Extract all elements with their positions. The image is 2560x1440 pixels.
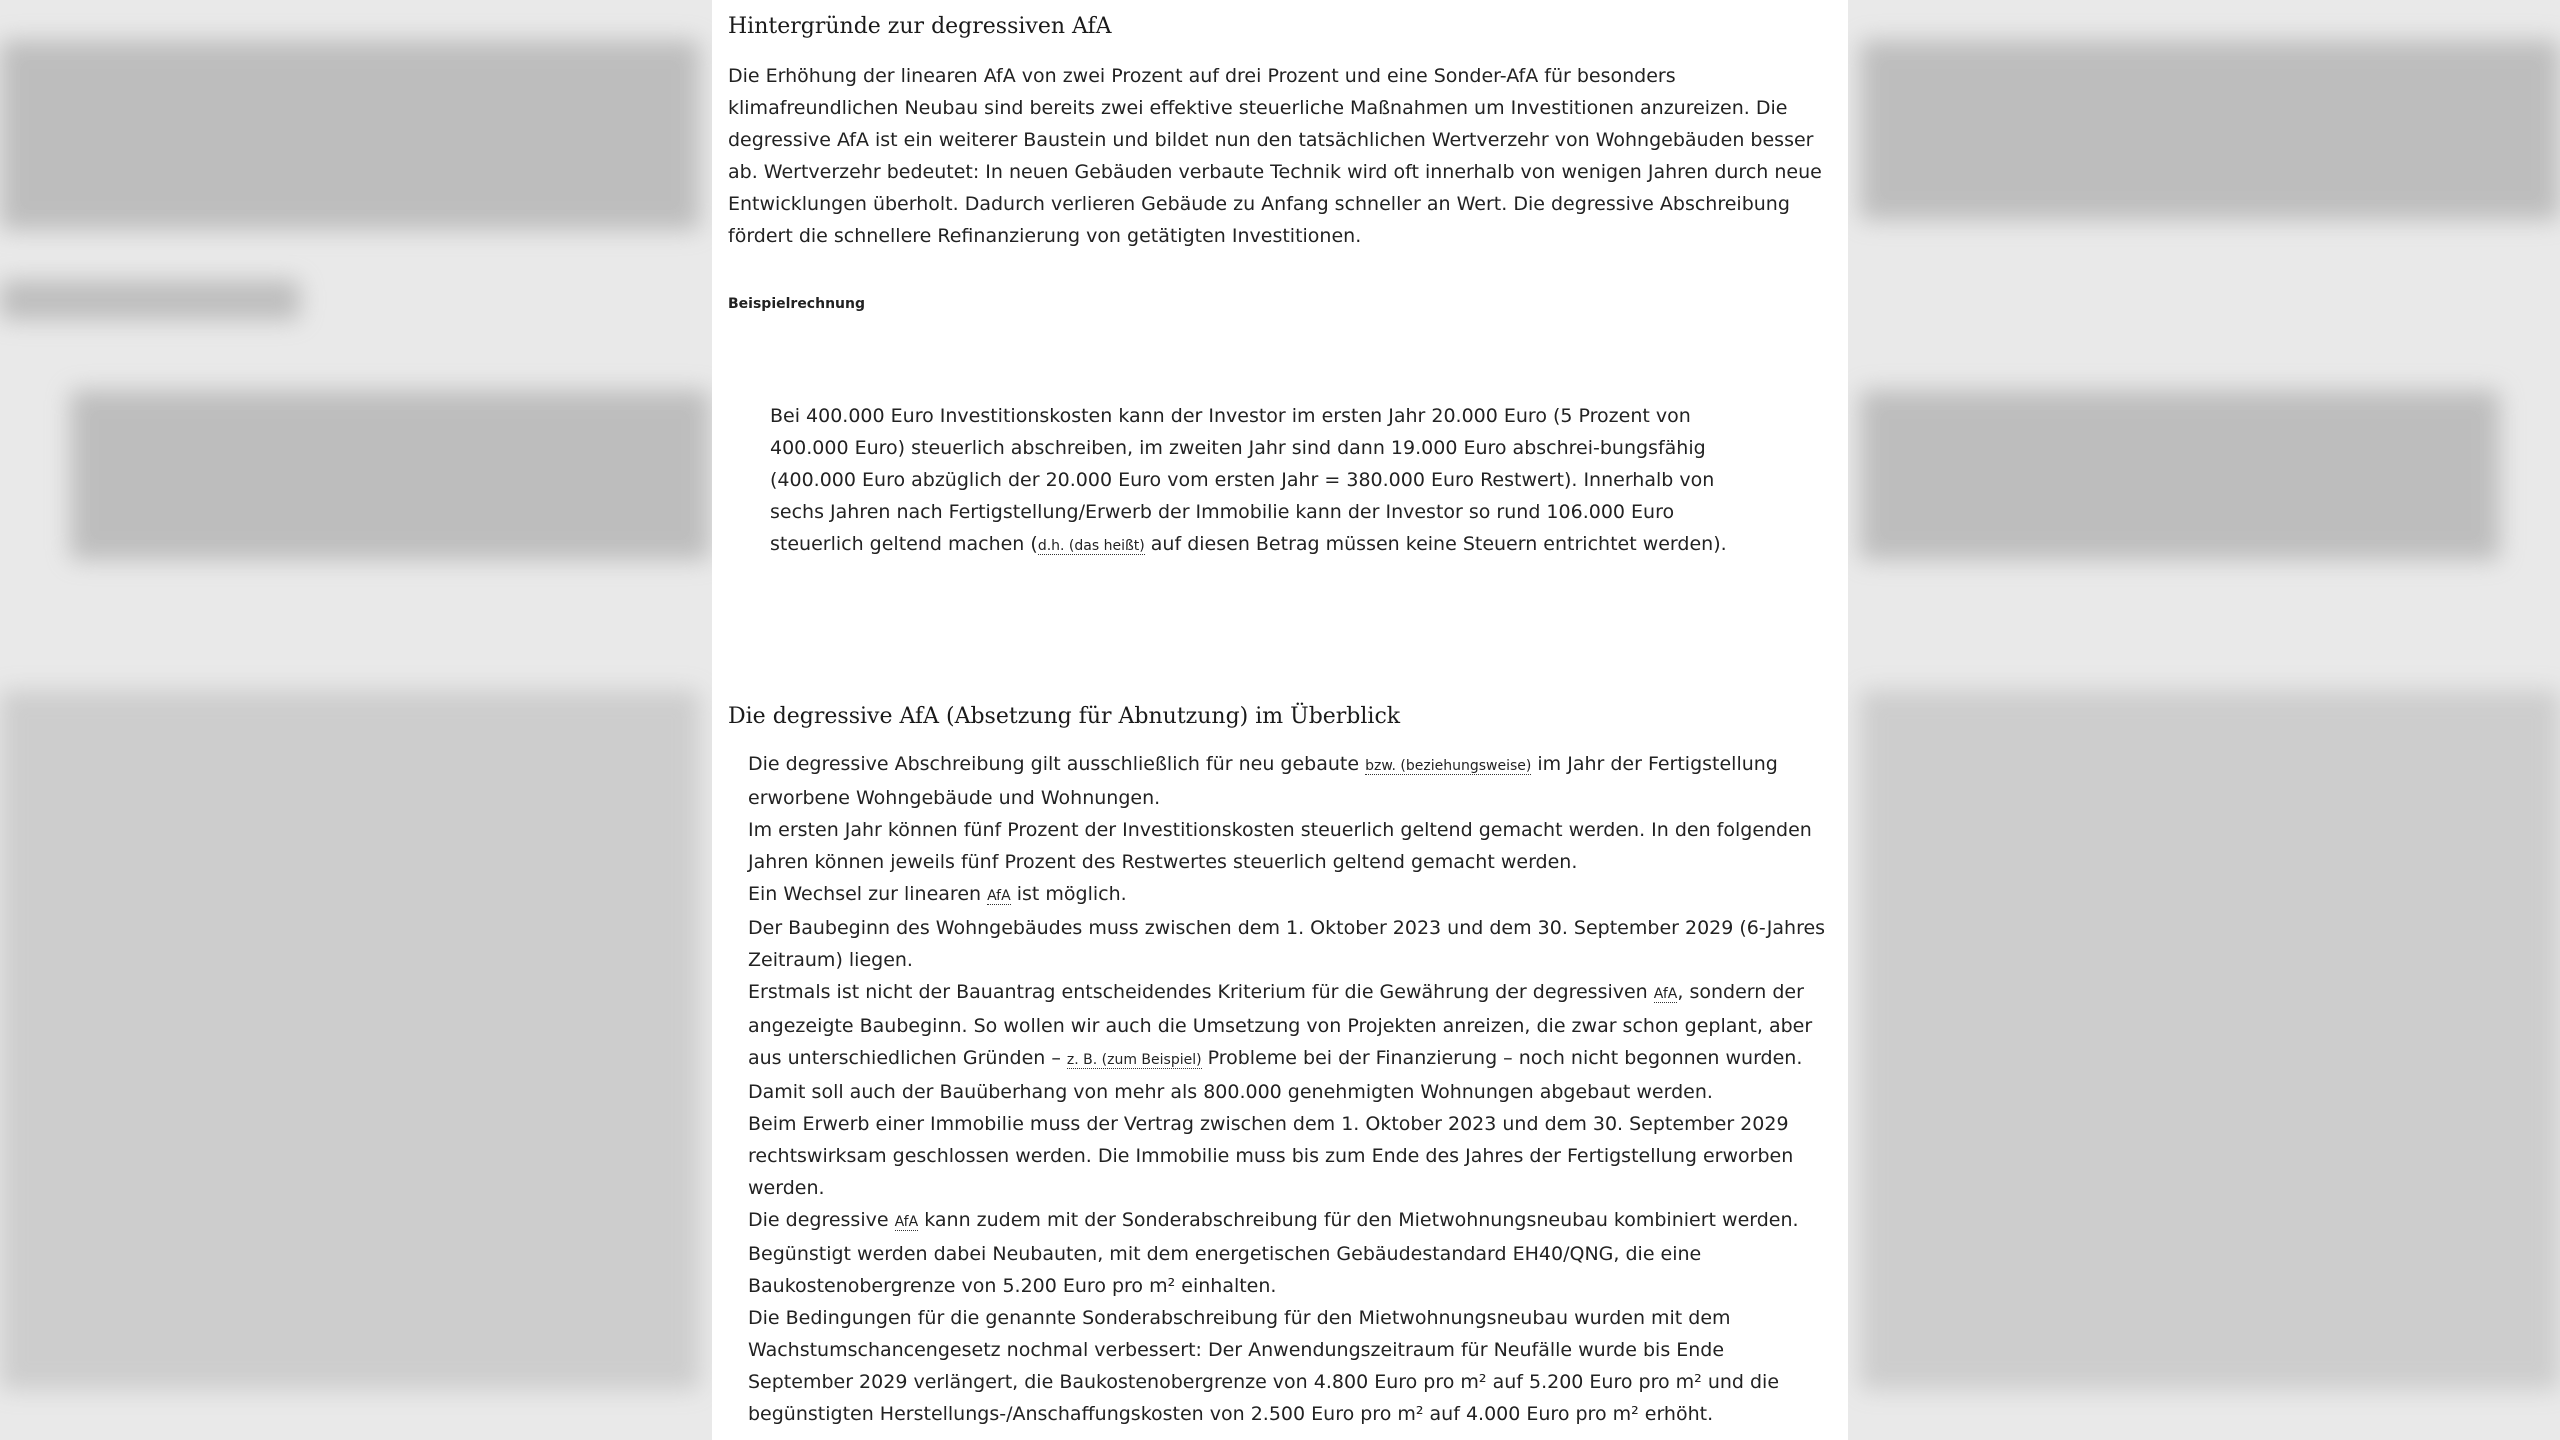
list-item-text: im Jahr der Fertigstellung erworbene Wohngebäude und Wohnungen. (748, 753, 1778, 809)
abbr-zb[interactable]: z. B. (zum Beispiel) (1066, 1052, 1202, 1068)
list-item-text: ist möglich. (1010, 883, 1127, 905)
list-item-text: Ein Wechsel zur linearen (748, 883, 988, 905)
list-item-text: Die Bedingungen für die genannte Sonderabschreibung für den Mietwohnungsneubau wurden mit dem Wachstumschancengesetz nochmal verbessert: Der Anwendungszeitraum für Neufälle wurde bis Ende September 2029 verlängert, die Baukostenobergrenze von 4.800 Euro pro m² auf 5.200 Euro pro m² und die begünstigten Herstellungs-/Anschaffungskosten von 2.500 Euro pro m² auf 4.000 Euro pro m² erhöht. (748, 1307, 1780, 1425)
list-item (748, 1108, 1832, 1204)
list-item (748, 1204, 1832, 1302)
example-text: Bei 400.000 Euro Investitionskosten kann der Investor im ersten Jahr 20.000 Euro (5 Prozent von 400.000 Euro) steuerlich abschreiben, im zweiten Jahr sind dann 19.000 Euro abschrei-bungsfähig (400.000 Euro abzüglich der 20.000 Euro vom ersten Jahr = 380.000 Euro Restwert). Innerhalb von sechs Jahren nach Fertigstellung/Erwerb der Immobilie kann der Investor so rund 106.000 Euro steuerlich geltend machen ( (770, 405, 1715, 555)
example-heading: Beispielrechnung (728, 296, 865, 312)
list-item-text: Probleme bei der Finanzierung – noch nicht begonnen wurden. Damit soll auch der Bauüberhang von mehr als 800.000 genehmigten Wohnungen abgebaut werden. (748, 1047, 1803, 1103)
list-item (748, 1302, 1832, 1430)
abbr-bzw[interactable]: bzw. (beziehungsweise) (1365, 758, 1532, 774)
list-item-text: Die degressive (748, 1209, 895, 1231)
abbr-afa[interactable]: AfA (1653, 986, 1678, 1002)
list-item-text: Im ersten Jahr können fünf Prozent der Investitionskosten steuerlich geltend gemacht werden. In den folgenden Jahren können jeweils fünf Prozent des Restwertes steuerlich geltend gemacht werden. (748, 819, 1812, 873)
list-item-text: kann zudem mit der Sonderabschreibung für den Mietwohnungsneubau kombiniert werden. Begünstigt werden dabei Neubauten, mit dem energetischen Gebäudestandard EH40/QNG, die eine Baukostenobergrenze von 5.200 Euro pro m² einhalten. (748, 1209, 1799, 1297)
abbr-afa[interactable]: AfA (987, 888, 1011, 904)
background-paragraph: Die Erhöhung der linearen AfA von zwei Prozent auf drei Prozent und eine Sonder-AfA für besonders klimafreundlichen Neubau sind bereits zwei effektive steuerliche Maßnahmen um Investitionen anzureizen. Die degressive AfA ist ein weiterer Baustein und bildet nun den tatsächlichen Wertverzehr von Wohngebäuden besser ab. Wertverzehr bedeutet: In neuen Gebäuden verbaute Technik wird oft innerhalb von wenigen Jahren durch neue Entwicklungen überholt. Dadurch verlieren Gebäude zu Anfang schneller an Wert. Die degressive Abschreibung fördert die schnellere Refinanzierung von getätigten Investitionen. (728, 65, 1822, 247)
list-item-text: Beim Erwerb einer Immobilie muss der Vertrag zwischen dem 1. Oktober 2023 und dem 30. September 2029 rechtswirksam geschlossen werden. Die Immobilie muss bis zum Ende des Jahres der Fertigstellung erworben werden. (748, 1113, 1794, 1199)
section-heading-overview: Die degressive AfA (Absetzung für Abnutzung) im Überblick (728, 704, 1401, 729)
list-item (748, 976, 1832, 1108)
section-heading-background: Hintergründe zur degressiven AfA (728, 14, 1112, 39)
example-calculation (728, 400, 1788, 562)
list-item (748, 748, 1832, 814)
list-item-text: Erstmals ist nicht der Bauantrag entscheidendes Kriterium für die Gewährung der degressiven (748, 981, 1654, 1003)
list-item (748, 814, 1832, 878)
list-item (748, 878, 1832, 912)
list-item (748, 912, 1832, 976)
abbr-afa[interactable]: AfA (894, 1214, 919, 1230)
content-panel (712, 0, 1848, 1440)
example-text-end: auf diesen Betrag müssen keine Steuern entrichtet werden). (1144, 533, 1727, 555)
list-item-text: , sondern der angezeigte Baubeginn. So wollen wir auch die Umsetzung von Projekten anreizen, die zwar schon geplant, aber aus unterschiedlichen Gründen – (748, 981, 1813, 1069)
list-item-text: Der Baubeginn des Wohngebäudes muss zwischen dem 1. Oktober 2023 und dem 30. September 2029 (6-Jahres Zeitraum) liegen. (748, 917, 1826, 971)
list-item-text: Die degressive Abschreibung gilt ausschließlich für neu gebaute (748, 753, 1366, 775)
abbr-dh[interactable]: d.h. (das heißt) (1037, 538, 1145, 554)
overview-list (728, 748, 1832, 1430)
